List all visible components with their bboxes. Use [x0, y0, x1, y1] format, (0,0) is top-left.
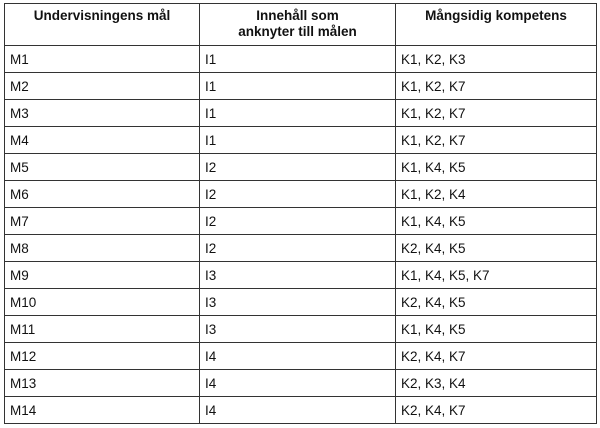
header-goals-line: Undervisningens mål: [33, 8, 171, 23]
competence-cell: K1, K4, K5: [396, 154, 597, 181]
competence-cell: K2, K4, K7: [396, 343, 597, 370]
content-cell: I2: [200, 181, 396, 208]
competence-cell: K2, K4, K5: [396, 235, 597, 262]
header-goals: [5, 4, 200, 46]
content-cell: I1: [200, 127, 396, 154]
table-row: [5, 154, 597, 181]
competence-cell: K2, K4, K5: [396, 289, 597, 316]
content-cell: I3: [200, 262, 396, 289]
goal-cell: M8: [5, 235, 200, 262]
content-cell: I2: [200, 154, 396, 181]
competence-cell: K1, K4, K5: [396, 208, 597, 235]
goal-cell: M5: [5, 154, 200, 181]
header-content-line-1: Innehåll som: [256, 8, 339, 23]
table-row: [5, 397, 597, 424]
table-container: [4, 3, 597, 424]
table-row: [5, 316, 597, 343]
header-row: [5, 4, 597, 46]
competence-cell: K1, K2, K7: [396, 127, 597, 154]
content-cell: I3: [200, 289, 396, 316]
content-cell: I4: [200, 343, 396, 370]
content-cell: I1: [200, 46, 396, 73]
competence-cell: K1, K2, K7: [396, 100, 597, 127]
competence-cell: K1, K4, K5, K7: [396, 262, 597, 289]
goal-cell: M6: [5, 181, 200, 208]
competence-cell: K2, K4, K7: [396, 397, 597, 424]
header-content-line-2: anknyter till målen: [238, 24, 357, 39]
competence-cell: K1, K2, K4: [396, 181, 597, 208]
content-cell: I1: [200, 73, 396, 100]
content-cell: I1: [200, 100, 396, 127]
table-row: [5, 262, 597, 289]
content-cell: I2: [200, 235, 396, 262]
competence-cell: K2, K3, K4: [396, 370, 597, 397]
table-body: [5, 46, 597, 424]
goal-cell: M4: [5, 127, 200, 154]
content-cell: I3: [200, 316, 396, 343]
goal-cell: M12: [5, 343, 200, 370]
table-row: [5, 343, 597, 370]
competence-cell: K1, K2, K3: [396, 46, 597, 73]
table-row: [5, 370, 597, 397]
goal-cell: M7: [5, 208, 200, 235]
goal-cell: M3: [5, 100, 200, 127]
competence-cell: K1, K2, K7: [396, 73, 597, 100]
table-row: [5, 235, 597, 262]
goal-cell: M10: [5, 289, 200, 316]
table-row: [5, 181, 597, 208]
competence-cell: K1, K4, K5: [396, 316, 597, 343]
goals-table: [4, 3, 597, 424]
table-row: [5, 208, 597, 235]
goal-cell: M1: [5, 46, 200, 73]
content-cell: I4: [200, 397, 396, 424]
goal-cell: M2: [5, 73, 200, 100]
goal-cell: M14: [5, 397, 200, 424]
header-competence: [396, 4, 597, 46]
header-competence-line: Mångsidig kompetens: [425, 8, 567, 23]
content-cell: I4: [200, 370, 396, 397]
table-row: [5, 289, 597, 316]
table-row: [5, 73, 597, 100]
goal-cell: M9: [5, 262, 200, 289]
table-row: [5, 46, 597, 73]
header-content: [200, 4, 396, 46]
content-cell: I2: [200, 208, 396, 235]
table-row: [5, 100, 597, 127]
goal-cell: M13: [5, 370, 200, 397]
table-row: [5, 127, 597, 154]
goal-cell: M11: [5, 316, 200, 343]
